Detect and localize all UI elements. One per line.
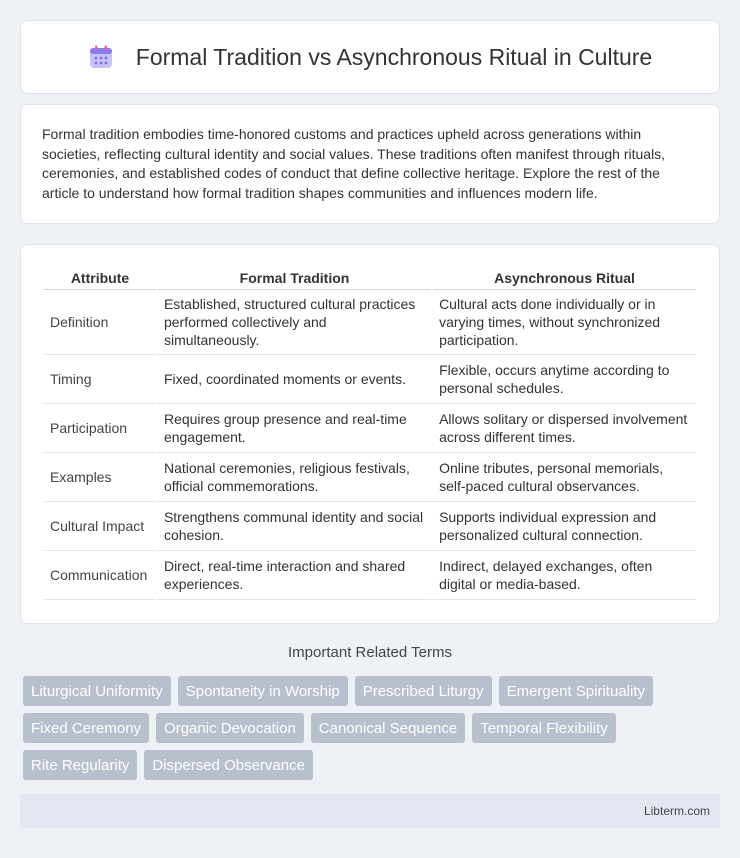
table-row — [44, 404, 696, 453]
row-async-value: Online tributes, personal memorials, self-paced cultural observances. — [433, 453, 696, 502]
table-header-row — [44, 267, 696, 290]
row-formal-value: National ceremonies, religious festivals, official commemorations. — [158, 453, 431, 502]
header-formal-tradition: Formal Tradition — [158, 267, 431, 290]
comparison-table-card — [20, 244, 720, 624]
comparison-table — [42, 267, 698, 600]
header-asynchronous-ritual: Asynchronous Ritual — [433, 267, 696, 290]
related-term-tag[interactable]: Liturgical Uniformity — [23, 676, 171, 706]
table-row — [44, 502, 696, 551]
related-term-tag[interactable]: Organic Devocation — [156, 713, 304, 743]
related-term-tag[interactable]: Temporal Flexibility — [472, 713, 616, 743]
row-attribute: Participation — [44, 404, 156, 453]
calendar-icon — [88, 44, 114, 70]
row-async-value: Indirect, delayed exchanges, often digital or media-based. — [433, 551, 696, 600]
related-terms-heading: Important Related Terms — [288, 644, 452, 661]
table-row — [44, 551, 696, 600]
related-term-tag[interactable]: Spontaneity in Worship — [178, 676, 348, 706]
related-term-tag[interactable]: Fixed Ceremony — [23, 713, 149, 743]
page-title: Formal Tradition vs Asynchronous Ritual in Culture — [135, 43, 653, 70]
row-async-value: Allows solitary or dispersed involvement across different times. — [433, 404, 696, 453]
related-term-tag[interactable]: Canonical Sequence — [311, 713, 465, 743]
row-attribute: Definition — [44, 290, 156, 355]
related-term-tag[interactable]: Dispersed Observance — [144, 750, 313, 780]
intro-paragraph: Formal tradition embodies time-honored customs and practices upheld across generations within societies, reflecting cultural identity and social values. These traditions often manifest through rituals, ceremonies, and established codes of conduct that define collective heritage. Explore the rest of the article to understand how formal tradition shapes communities and influences modern life. — [42, 126, 666, 201]
related-terms-list — [23, 676, 723, 780]
row-async-value: Supports individual expression and personalized cultural connection. — [433, 502, 696, 551]
row-async-value: Cultural acts done individually or in varying times, without synchronized participation. — [433, 290, 696, 355]
table-row — [44, 355, 696, 404]
footer — [20, 794, 720, 828]
row-formal-value: Fixed, coordinated moments or events. — [158, 355, 431, 404]
related-term-tag[interactable]: Rite Regularity — [23, 750, 137, 780]
table-row — [44, 453, 696, 502]
row-attribute: Examples — [44, 453, 156, 502]
row-attribute: Cultural Impact — [44, 502, 156, 551]
title-card — [20, 20, 720, 94]
row-attribute: Timing — [44, 355, 156, 404]
row-formal-value: Established, structured cultural practices performed collectively and simultaneously. — [158, 290, 431, 355]
row-formal-value: Direct, real-time interaction and shared experiences. — [158, 551, 431, 600]
intro-card — [20, 104, 720, 224]
row-async-value: Flexible, occurs anytime according to personal schedules. — [433, 355, 696, 404]
row-formal-value: Strengthens communal identity and social cohesion. — [158, 502, 431, 551]
related-term-tag[interactable]: Emergent Spirituality — [499, 676, 653, 706]
row-attribute: Communication — [44, 551, 156, 600]
related-term-tag[interactable]: Prescribed Liturgy — [355, 676, 492, 706]
footer-brand-link[interactable]: Libterm.com — [643, 804, 710, 818]
header-attribute: Attribute — [44, 267, 156, 290]
table-row — [44, 290, 696, 355]
row-formal-value: Requires group presence and real-time engagement. — [158, 404, 431, 453]
